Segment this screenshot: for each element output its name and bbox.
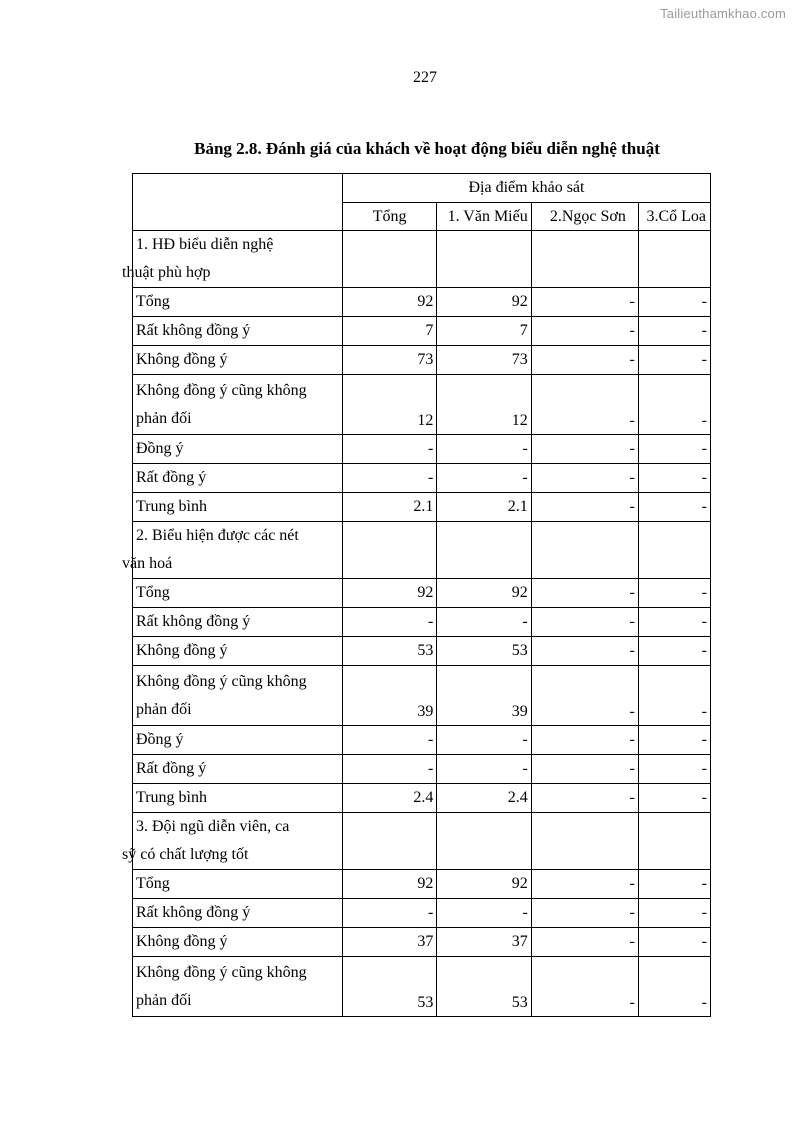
value-cell-co-loa: - [638,288,710,317]
value-cell-total: 92 [342,870,436,899]
table-row [133,579,711,608]
row-label: Rất đồng ý [133,464,343,493]
value-cell-co-loa: - [638,666,710,726]
empty-cell [638,522,710,579]
table-row [133,755,711,784]
empty-cell [531,522,638,579]
value-cell-total: 92 [342,288,436,317]
row-label: Đồng ý [133,726,343,755]
value-cell-van-mieu: 53 [437,637,531,666]
value-cell-van-mieu: 53 [437,957,531,1017]
row-label: Rất không đồng ý [133,317,343,346]
value-cell-total: 53 [342,957,436,1017]
value-cell-ngoc-son: - [531,870,638,899]
page-number: 227 [413,69,437,86]
value-cell-total: - [342,755,436,784]
table-row [133,870,711,899]
table-header-group-row [133,174,711,203]
value-cell-ngoc-son: - [531,726,638,755]
section-title-line2: văn hoá [122,555,173,572]
table-row [133,726,711,755]
value-cell-ngoc-son: - [531,464,638,493]
row-label: Không đồng ý [133,637,343,666]
row-label: Trung bình [133,784,343,813]
table-row [133,637,711,666]
value-cell-ngoc-son: - [531,288,638,317]
column-header-co-loa: 3.Cổ Loa [638,203,710,231]
value-cell-co-loa: - [638,755,710,784]
value-cell-co-loa: - [638,899,710,928]
value-cell-co-loa: - [638,346,710,375]
row-label: Rất đồng ý [133,755,343,784]
value-cell-total: 39 [342,666,436,726]
value-cell-total: - [342,435,436,464]
value-cell-ngoc-son: - [531,666,638,726]
value-cell-van-mieu: - [437,726,531,755]
row-label [133,666,343,726]
section-title-line1: 3. Đội ngũ diễn viên, ca [136,818,290,835]
value-cell-co-loa: - [638,637,710,666]
value-cell-co-loa: - [638,928,710,957]
empty-cell [437,231,531,288]
watermark: Tailieuthamkhao.com [660,6,786,21]
value-cell-co-loa: - [638,435,710,464]
value-cell-van-mieu: 92 [437,579,531,608]
value-cell-total: 12 [342,375,436,435]
value-cell-total: - [342,899,436,928]
table-row [133,608,711,637]
empty-cell [638,231,710,288]
value-cell-co-loa: - [638,375,710,435]
section-title-line1: 1. HĐ biểu diễn nghệ [136,236,274,253]
value-cell-ngoc-son: - [531,435,638,464]
header-empty-cell [133,174,343,231]
value-cell-total: - [342,464,436,493]
value-cell-van-mieu: 92 [437,288,531,317]
value-cell-total: 37 [342,928,436,957]
table-row [133,784,711,813]
value-cell-ngoc-son: - [531,957,638,1017]
value-cell-total: 73 [342,346,436,375]
row-label-line2: phản đối [136,409,192,427]
value-cell-total: - [342,726,436,755]
value-cell-van-mieu: 37 [437,928,531,957]
survey-location-header: Địa điểm khảo sát [342,174,710,203]
row-label [133,957,343,1017]
value-cell-ngoc-son: - [531,928,638,957]
row-label: Tổng [133,870,343,899]
value-cell-van-mieu: 92 [437,870,531,899]
value-cell-van-mieu: 39 [437,666,531,726]
empty-cell [437,813,531,870]
column-header-total: Tổng [342,203,436,231]
row-label: Rất không đồng ý [133,608,343,637]
value-cell-co-loa: - [638,579,710,608]
value-cell-van-mieu: - [437,464,531,493]
table-row [133,288,711,317]
table-row [133,666,711,726]
value-cell-ngoc-son: - [531,784,638,813]
value-cell-ngoc-son: - [531,608,638,637]
survey-table [122,173,711,1017]
section-title [122,813,343,870]
row-label: Đồng ý [133,435,343,464]
value-cell-van-mieu: 7 [437,317,531,346]
value-cell-co-loa: - [638,726,710,755]
section-title-row [133,813,711,870]
row-label [133,375,343,435]
column-header-van-mieu: 1. Văn Miếu [437,203,531,231]
empty-cell [342,813,436,870]
table-row [133,464,711,493]
value-cell-ngoc-son: - [531,637,638,666]
value-cell-total: 53 [342,637,436,666]
value-cell-ngoc-son: - [531,317,638,346]
row-label-line2: phản đối [136,700,192,718]
value-cell-ngoc-son: - [531,375,638,435]
value-cell-ngoc-son: - [531,346,638,375]
empty-cell [638,813,710,870]
empty-cell [342,231,436,288]
section-title-row [133,522,711,579]
value-cell-total: 7 [342,317,436,346]
value-cell-total: 2.4 [342,784,436,813]
table-row [133,957,711,1017]
row-label-line2: phản đối [136,991,192,1009]
table-caption: Bảng 2.8. Đánh giá của khách về hoạt động biểu diễn nghệ thuật [194,139,660,158]
row-label-line1: Không đồng ý cũng không [136,381,307,399]
table-row [133,899,711,928]
row-label: Trung bình [133,493,343,522]
value-cell-ngoc-son: - [531,755,638,784]
row-label: Tổng [133,579,343,608]
table-body [122,174,711,1017]
value-cell-ngoc-son: - [531,899,638,928]
value-cell-ngoc-son: - [531,493,638,522]
section-title-line2: thuật phù hợp [122,264,211,281]
value-cell-co-loa: - [638,464,710,493]
row-label: Rất không đồng ý [133,899,343,928]
table-row [133,317,711,346]
value-cell-van-mieu: - [437,435,531,464]
table-row [133,435,711,464]
value-cell-co-loa: - [638,493,710,522]
empty-cell [437,522,531,579]
section-title-row [133,231,711,288]
empty-cell [531,813,638,870]
value-cell-total: - [342,608,436,637]
value-cell-van-mieu: - [437,755,531,784]
column-header-ngoc-son: 2.Ngọc Sơn [531,203,638,231]
row-label: Không đồng ý [133,928,343,957]
row-label: Không đồng ý [133,346,343,375]
value-cell-co-loa: - [638,870,710,899]
value-cell-van-mieu: 73 [437,346,531,375]
value-cell-co-loa: - [638,784,710,813]
table-row [133,346,711,375]
value-cell-total: 2.1 [342,493,436,522]
value-cell-van-mieu: - [437,899,531,928]
value-cell-total: 92 [342,579,436,608]
section-title-line1: 2. Biểu hiện được các nét [136,527,299,544]
empty-cell [531,231,638,288]
section-title-line2: sỹ có chất lượng tốt [122,846,249,863]
section-title [122,522,343,579]
section-title [122,231,343,288]
table-row [133,928,711,957]
value-cell-ngoc-son: - [531,579,638,608]
value-cell-van-mieu: 2.4 [437,784,531,813]
value-cell-van-mieu: - [437,608,531,637]
row-label-line1: Không đồng ý cũng không [136,963,307,981]
value-cell-van-mieu: 2.1 [437,493,531,522]
value-cell-co-loa: - [638,608,710,637]
value-cell-van-mieu: 12 [437,375,531,435]
value-cell-co-loa: - [638,317,710,346]
row-label: Tổng [133,288,343,317]
row-label-line1: Không đồng ý cũng không [136,672,307,690]
table-row [133,493,711,522]
value-cell-co-loa: - [638,957,710,1017]
empty-cell [342,522,436,579]
table-row [133,375,711,435]
